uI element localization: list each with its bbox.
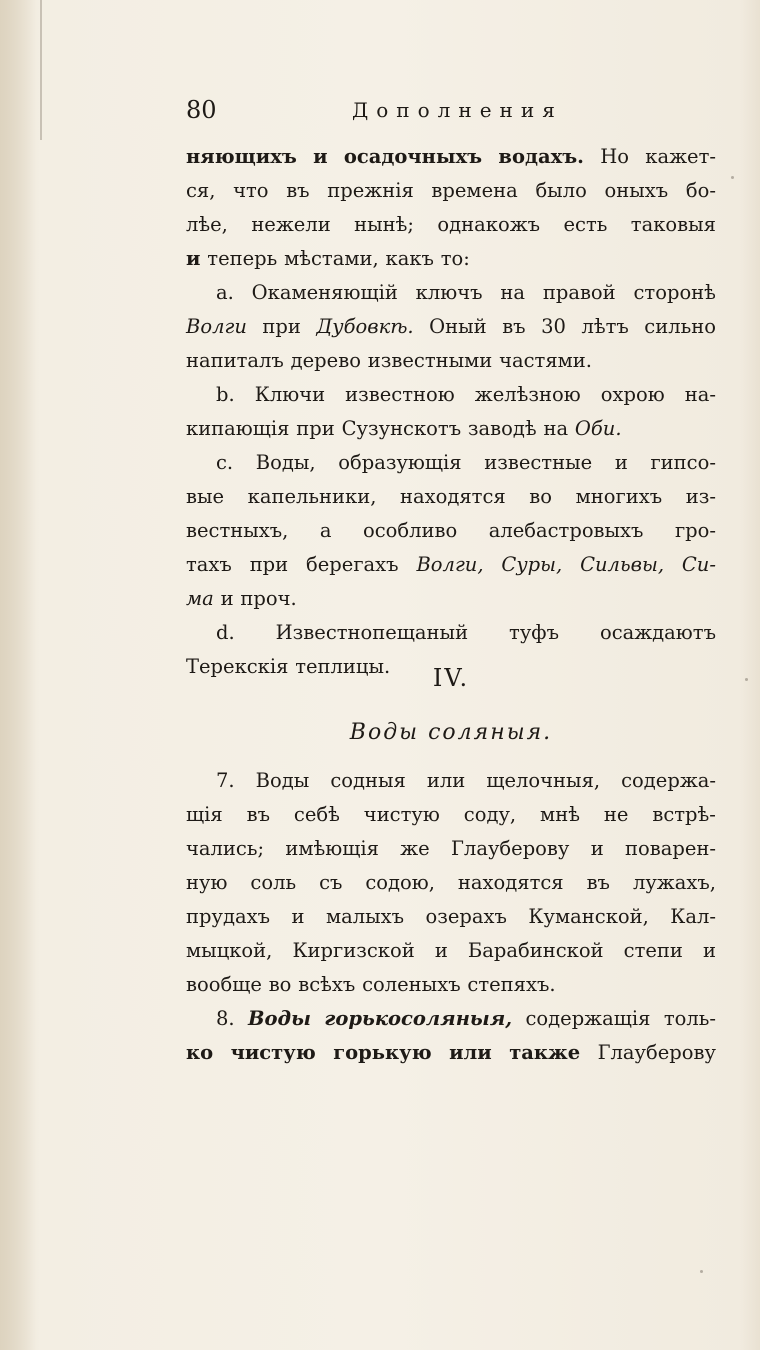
word: ма: [186, 587, 214, 610]
word: туфъ: [509, 621, 559, 644]
word: въ: [286, 179, 310, 202]
word: Известнопещаный: [275, 621, 469, 644]
word: и: [614, 451, 628, 474]
word: на: [543, 417, 569, 440]
word: горькую: [333, 1041, 432, 1064]
word: въ: [502, 315, 526, 338]
word: чистую: [363, 803, 440, 826]
word: правой: [542, 281, 616, 304]
word: алебастровыхъ: [488, 519, 644, 542]
word: Но: [600, 145, 629, 168]
word: из-: [685, 485, 716, 508]
text-line: [186, 900, 716, 934]
word: Терекскія: [186, 655, 289, 678]
text-line: [186, 412, 716, 446]
word: теплицы.: [295, 655, 391, 678]
word: Воды: [255, 769, 310, 792]
word: ко: [186, 1041, 214, 1064]
word: c.: [216, 451, 234, 474]
word: лѣтъ: [581, 315, 629, 338]
word: дерево: [290, 349, 361, 372]
word: a.: [216, 281, 234, 304]
page-number: 80: [186, 96, 217, 124]
word: и: [703, 939, 716, 962]
word: прудахъ: [186, 905, 270, 928]
word: Волги,: [416, 553, 484, 576]
word: лужахъ,: [632, 871, 716, 894]
word: Оный: [429, 315, 487, 338]
word: Кал-: [670, 905, 716, 928]
word: водахъ.: [498, 145, 584, 168]
word: имѣющія: [285, 837, 379, 860]
text-line: [186, 310, 716, 344]
word: оныхъ: [604, 179, 669, 202]
word: гипсо-: [650, 451, 716, 474]
text-line: [186, 378, 716, 412]
word: осаждаютъ: [599, 621, 716, 644]
word: соду,: [463, 803, 517, 826]
text-block-2: [186, 764, 716, 1070]
word: вестныхъ,: [186, 519, 289, 542]
word: во: [268, 973, 292, 996]
word: 30: [541, 315, 566, 338]
word: Си-: [681, 553, 716, 576]
word: известными: [367, 349, 493, 372]
word: бо-: [685, 179, 716, 202]
word: особливо: [362, 519, 458, 542]
word: капельники,: [247, 485, 377, 508]
word: озерахъ: [425, 905, 507, 928]
word: ную: [186, 871, 228, 894]
text-line: [186, 242, 716, 276]
word: таковыя: [630, 213, 716, 236]
word: Суры,: [501, 553, 563, 576]
word: чались;: [186, 837, 265, 860]
word: Глауберову: [597, 1041, 716, 1064]
word: на: [500, 281, 525, 304]
word: степи: [623, 939, 683, 962]
word: няющихъ: [186, 145, 297, 168]
word: ся,: [186, 179, 216, 202]
word: толь-: [663, 1007, 716, 1030]
text-line: [186, 548, 716, 582]
word: или: [426, 769, 466, 792]
word: не: [603, 803, 629, 826]
text-line: [186, 616, 716, 650]
text-line: [186, 140, 716, 174]
section-title: Воды соляныя.: [349, 720, 553, 745]
word: съ: [319, 871, 343, 894]
word: ключъ: [415, 281, 483, 304]
word: сторонѣ: [633, 281, 716, 304]
word: есть: [563, 213, 608, 236]
word: многихъ: [575, 485, 663, 508]
text-line: [186, 832, 716, 866]
text-line: [186, 174, 716, 208]
word: на-: [684, 383, 716, 406]
word: Куманской,: [528, 905, 649, 928]
page-spine-shadow: [0, 0, 36, 1350]
word: известные: [484, 451, 593, 474]
word: осадочныхъ: [343, 145, 483, 168]
word: и: [186, 247, 201, 270]
word: при: [249, 553, 289, 576]
word: желѣзною: [474, 383, 581, 406]
word: нежели: [251, 213, 331, 236]
word: Воды: [248, 1007, 311, 1030]
text-line: [186, 866, 716, 900]
word: какъ: [385, 247, 434, 270]
word: Ключи: [254, 383, 326, 406]
word: и: [220, 587, 234, 610]
word: находятся: [457, 871, 564, 894]
word: Воды,: [255, 451, 316, 474]
word: охрою: [600, 383, 665, 406]
text-line: [186, 798, 716, 832]
text-line: [186, 764, 716, 798]
word: также: [509, 1041, 581, 1064]
word: соль: [250, 871, 297, 894]
word: напиталъ: [186, 349, 284, 372]
word: мыцкой,: [186, 939, 273, 962]
word: Оби.: [574, 417, 622, 440]
word: себѣ: [293, 803, 340, 826]
word: и: [313, 145, 328, 168]
word: нынѣ;: [354, 213, 414, 236]
word: 8.: [216, 1007, 235, 1030]
text-line: [186, 582, 716, 616]
word: вообще: [186, 973, 262, 996]
word: содныя: [330, 769, 406, 792]
word: и: [434, 939, 448, 962]
word: лѣе,: [186, 213, 228, 236]
word: въ: [246, 803, 270, 826]
word: Окаменяющій: [251, 281, 398, 304]
word: малыхъ: [325, 905, 405, 928]
text-line: [186, 446, 716, 480]
word: кипающія: [186, 417, 290, 440]
word: Барабинской: [467, 939, 604, 962]
word: Сильвы,: [580, 553, 665, 576]
word: мнѣ: [540, 803, 580, 826]
word: находятся: [400, 485, 506, 508]
word: было: [535, 179, 587, 202]
running-title: Дополнения: [352, 98, 563, 122]
word: при: [296, 417, 335, 440]
word: берегахъ: [306, 553, 399, 576]
word: d.: [216, 621, 235, 644]
text-line: [186, 968, 716, 1002]
word: во: [529, 485, 553, 508]
word: кажет-: [645, 145, 716, 168]
word: чистую: [230, 1041, 316, 1064]
text-line: [186, 1036, 716, 1070]
word: заводѣ: [467, 417, 537, 440]
word: 7.: [216, 769, 235, 792]
word: содержащія: [525, 1007, 651, 1030]
word: Глауберову: [451, 837, 570, 860]
word: содержа-: [621, 769, 716, 792]
word: b.: [216, 383, 235, 406]
word: однакожъ: [437, 213, 541, 236]
word: времена: [431, 179, 518, 202]
word: то:: [440, 247, 470, 270]
word: Волги: [186, 315, 247, 338]
word: вые: [186, 485, 225, 508]
text-line: [186, 1002, 716, 1036]
word: въ: [586, 871, 610, 894]
text-line: [186, 934, 716, 968]
word: щія: [186, 803, 223, 826]
word: Сузунскотъ: [341, 417, 462, 440]
text-line: [186, 276, 716, 310]
word: прежнія: [327, 179, 414, 202]
text-block-1: [186, 140, 716, 684]
word: проч.: [240, 587, 297, 610]
section-number: IV.: [432, 664, 470, 692]
word: гро-: [674, 519, 716, 542]
word: и: [291, 905, 305, 928]
page-header: [186, 96, 716, 126]
word: известною: [345, 383, 455, 406]
word: или: [449, 1041, 492, 1064]
word: же: [400, 837, 430, 860]
word: горькосоляныя,: [324, 1007, 513, 1030]
word: при: [262, 315, 301, 338]
word: частями.: [499, 349, 593, 372]
word: сильно: [644, 315, 716, 338]
word: теперь: [207, 247, 278, 270]
word: соленыхъ: [362, 973, 461, 996]
text-line: [186, 480, 716, 514]
word: содою,: [365, 871, 435, 894]
word: встрѣ-: [652, 803, 716, 826]
word: образующія: [338, 451, 462, 474]
page-crease: [40, 0, 42, 140]
text-line: [186, 514, 716, 548]
word: и: [590, 837, 604, 860]
word: тахъ: [186, 553, 232, 576]
word: а: [319, 519, 332, 542]
word: мѣстами,: [284, 247, 379, 270]
word: всѣхъ: [298, 973, 356, 996]
word: степяхъ.: [467, 973, 556, 996]
word: поварен-: [625, 837, 716, 860]
word: щелочныя,: [486, 769, 601, 792]
word: Дубовкѣ.: [316, 315, 414, 338]
text-line: [186, 344, 716, 378]
word: что: [233, 179, 269, 202]
text-line: [186, 208, 716, 242]
word: Киргизской: [292, 939, 415, 962]
